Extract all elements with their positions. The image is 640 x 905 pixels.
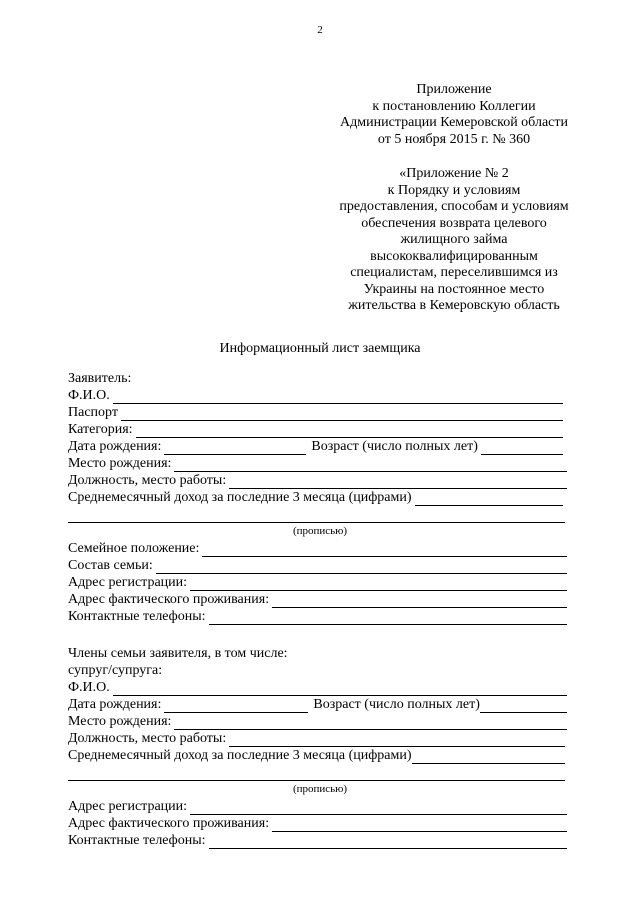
spouse-actual-address-label: Адрес фактического проживания:	[68, 816, 270, 831]
applicant-income-row	[68, 489, 563, 506]
applicant-position-row	[68, 472, 567, 489]
applicant-birthplace-field[interactable]	[174, 458, 567, 472]
appendix-header-line: к постановлению Коллегии	[372, 98, 536, 114]
appendix-2-line: предоставления, способам и условиям	[339, 199, 569, 214]
spouse-birth-date-field[interactable]	[164, 699, 308, 713]
spouse-fio-label: Ф.И.О.	[68, 680, 110, 695]
appendix-header-line: от 5 ноября 2015 г. № 360	[377, 131, 531, 147]
applicant-phones-field[interactable]	[209, 611, 567, 625]
appendix-2-line: Украины на постоянное место	[363, 281, 545, 297]
appendix-header-line: Приложение	[416, 82, 492, 97]
page-number: 2	[317, 24, 323, 36]
applicant-family-field[interactable]	[156, 560, 567, 574]
appendix-2-line: обеспечения возврата целевого	[361, 215, 547, 231]
applicant-position-field[interactable]	[229, 475, 567, 489]
spouse-reg-address-row	[68, 798, 567, 815]
applicant-passport-row	[68, 404, 563, 421]
applicant-income-label: Среднемесячный доход за последние 3 месяца (цифрами)	[68, 490, 412, 505]
appendix-header-line: Администрации Кемеровской области	[340, 115, 568, 130]
spouse-age-field[interactable]	[480, 699, 567, 713]
applicant-fio-field[interactable]	[113, 390, 563, 404]
appendix-2-line: к Порядку и условиям	[387, 182, 521, 198]
spouse-fio-field[interactable]	[113, 682, 567, 696]
appendix-2-line: жительства в Кемеровскую область	[348, 298, 560, 313]
appendix-2-line: жилищного займа	[400, 232, 508, 247]
spouse-income-row	[68, 747, 565, 764]
appendix-2-header	[320, 166, 588, 315]
spouse-fio-row	[68, 679, 567, 696]
applicant-phones-label: Контактные телефоны:	[68, 609, 206, 624]
spouse-birthplace-field[interactable]	[174, 716, 567, 730]
applicant-category-row	[68, 421, 563, 438]
spouse-reg-address-field[interactable]	[190, 801, 567, 815]
applicant-income-field[interactable]	[415, 492, 563, 506]
spouse-birthplace-row	[68, 713, 567, 730]
form-title: Информационный лист заемщика	[219, 341, 421, 356]
applicant-reg-address-row	[68, 574, 567, 591]
applicant-family-row	[68, 557, 567, 574]
spouse-in-words-caption: (прописью)	[292, 783, 348, 795]
spouse-actual-address-row	[68, 815, 567, 832]
spouse-income-words-line[interactable]	[68, 780, 565, 781]
spouse-position-row	[68, 730, 565, 747]
applicant-reg-address-label: Адрес регистрации:	[68, 575, 188, 590]
applicant-fio-label: Ф.И.О.	[68, 388, 110, 403]
spouse-reg-address-label: Адрес регистрации:	[68, 799, 188, 814]
appendix-2-line: высококвалифицированным	[370, 248, 538, 264]
appendix-header	[320, 82, 588, 148]
applicant-in-words-caption: (прописью)	[292, 525, 348, 537]
applicant-birth-date-field[interactable]	[164, 441, 306, 455]
applicant-marital-field[interactable]	[202, 543, 567, 557]
spouse-phones-row	[68, 832, 567, 849]
applicant-marital-row	[68, 540, 567, 557]
applicant-reg-address-field[interactable]	[190, 577, 567, 591]
applicant-marital-label: Семейное положение:	[68, 541, 200, 556]
spouse-actual-address-field[interactable]	[272, 818, 567, 832]
applicant-age-label: Возраст (число полных лет)	[311, 439, 478, 454]
applicant-category-label: Категория:	[68, 422, 133, 437]
applicant-category-field[interactable]	[136, 424, 563, 438]
applicant-phones-row	[68, 608, 567, 625]
applicant-birth-row	[68, 438, 563, 455]
applicant-actual-address-field[interactable]	[272, 594, 567, 608]
applicant-actual-address-label: Адрес фактического проживания:	[68, 592, 270, 607]
applicant-income-words-line[interactable]	[68, 522, 565, 523]
appendix-2-line: специалистам, переселившимся из	[350, 265, 558, 280]
applicant-passport-label: Паспорт	[68, 405, 118, 420]
applicant-actual-address-row	[68, 591, 567, 608]
spouse-birth-date-label: Дата рождения:	[68, 697, 162, 712]
applicant-birthplace-label: Место рождения:	[68, 456, 172, 471]
appendix-2-line: «Приложение № 2	[399, 166, 509, 181]
spouse-birthplace-label: Место рождения:	[68, 714, 172, 729]
spouse-income-field[interactable]	[412, 750, 565, 764]
applicant-fio-row	[68, 387, 563, 404]
applicant-birth-date-label: Дата рождения:	[68, 439, 162, 454]
family-heading: Члены семьи заявителя, в том числе:	[68, 646, 288, 661]
applicant-position-label: Должность, место работы:	[68, 473, 227, 488]
spouse-position-field[interactable]	[229, 733, 565, 747]
applicant-passport-field[interactable]	[121, 407, 563, 421]
spouse-position-label: Должность, место работы:	[68, 731, 227, 746]
spouse-age-label: Возраст (число полных лет)	[313, 697, 480, 712]
applicant-family-label: Состав семьи:	[68, 558, 153, 573]
spouse-phones-label: Контактные телефоны:	[68, 833, 206, 848]
applicant-heading: Заявитель:	[68, 371, 132, 386]
spouse-heading: супруг/супруга:	[68, 663, 163, 678]
spouse-phones-field[interactable]	[209, 835, 567, 849]
spouse-income-label: Среднемесячный доход за последние 3 месяца (цифрами)	[68, 748, 412, 763]
applicant-age-field[interactable]	[481, 441, 563, 455]
spouse-birth-row	[68, 696, 567, 713]
applicant-birthplace-row	[68, 455, 567, 472]
